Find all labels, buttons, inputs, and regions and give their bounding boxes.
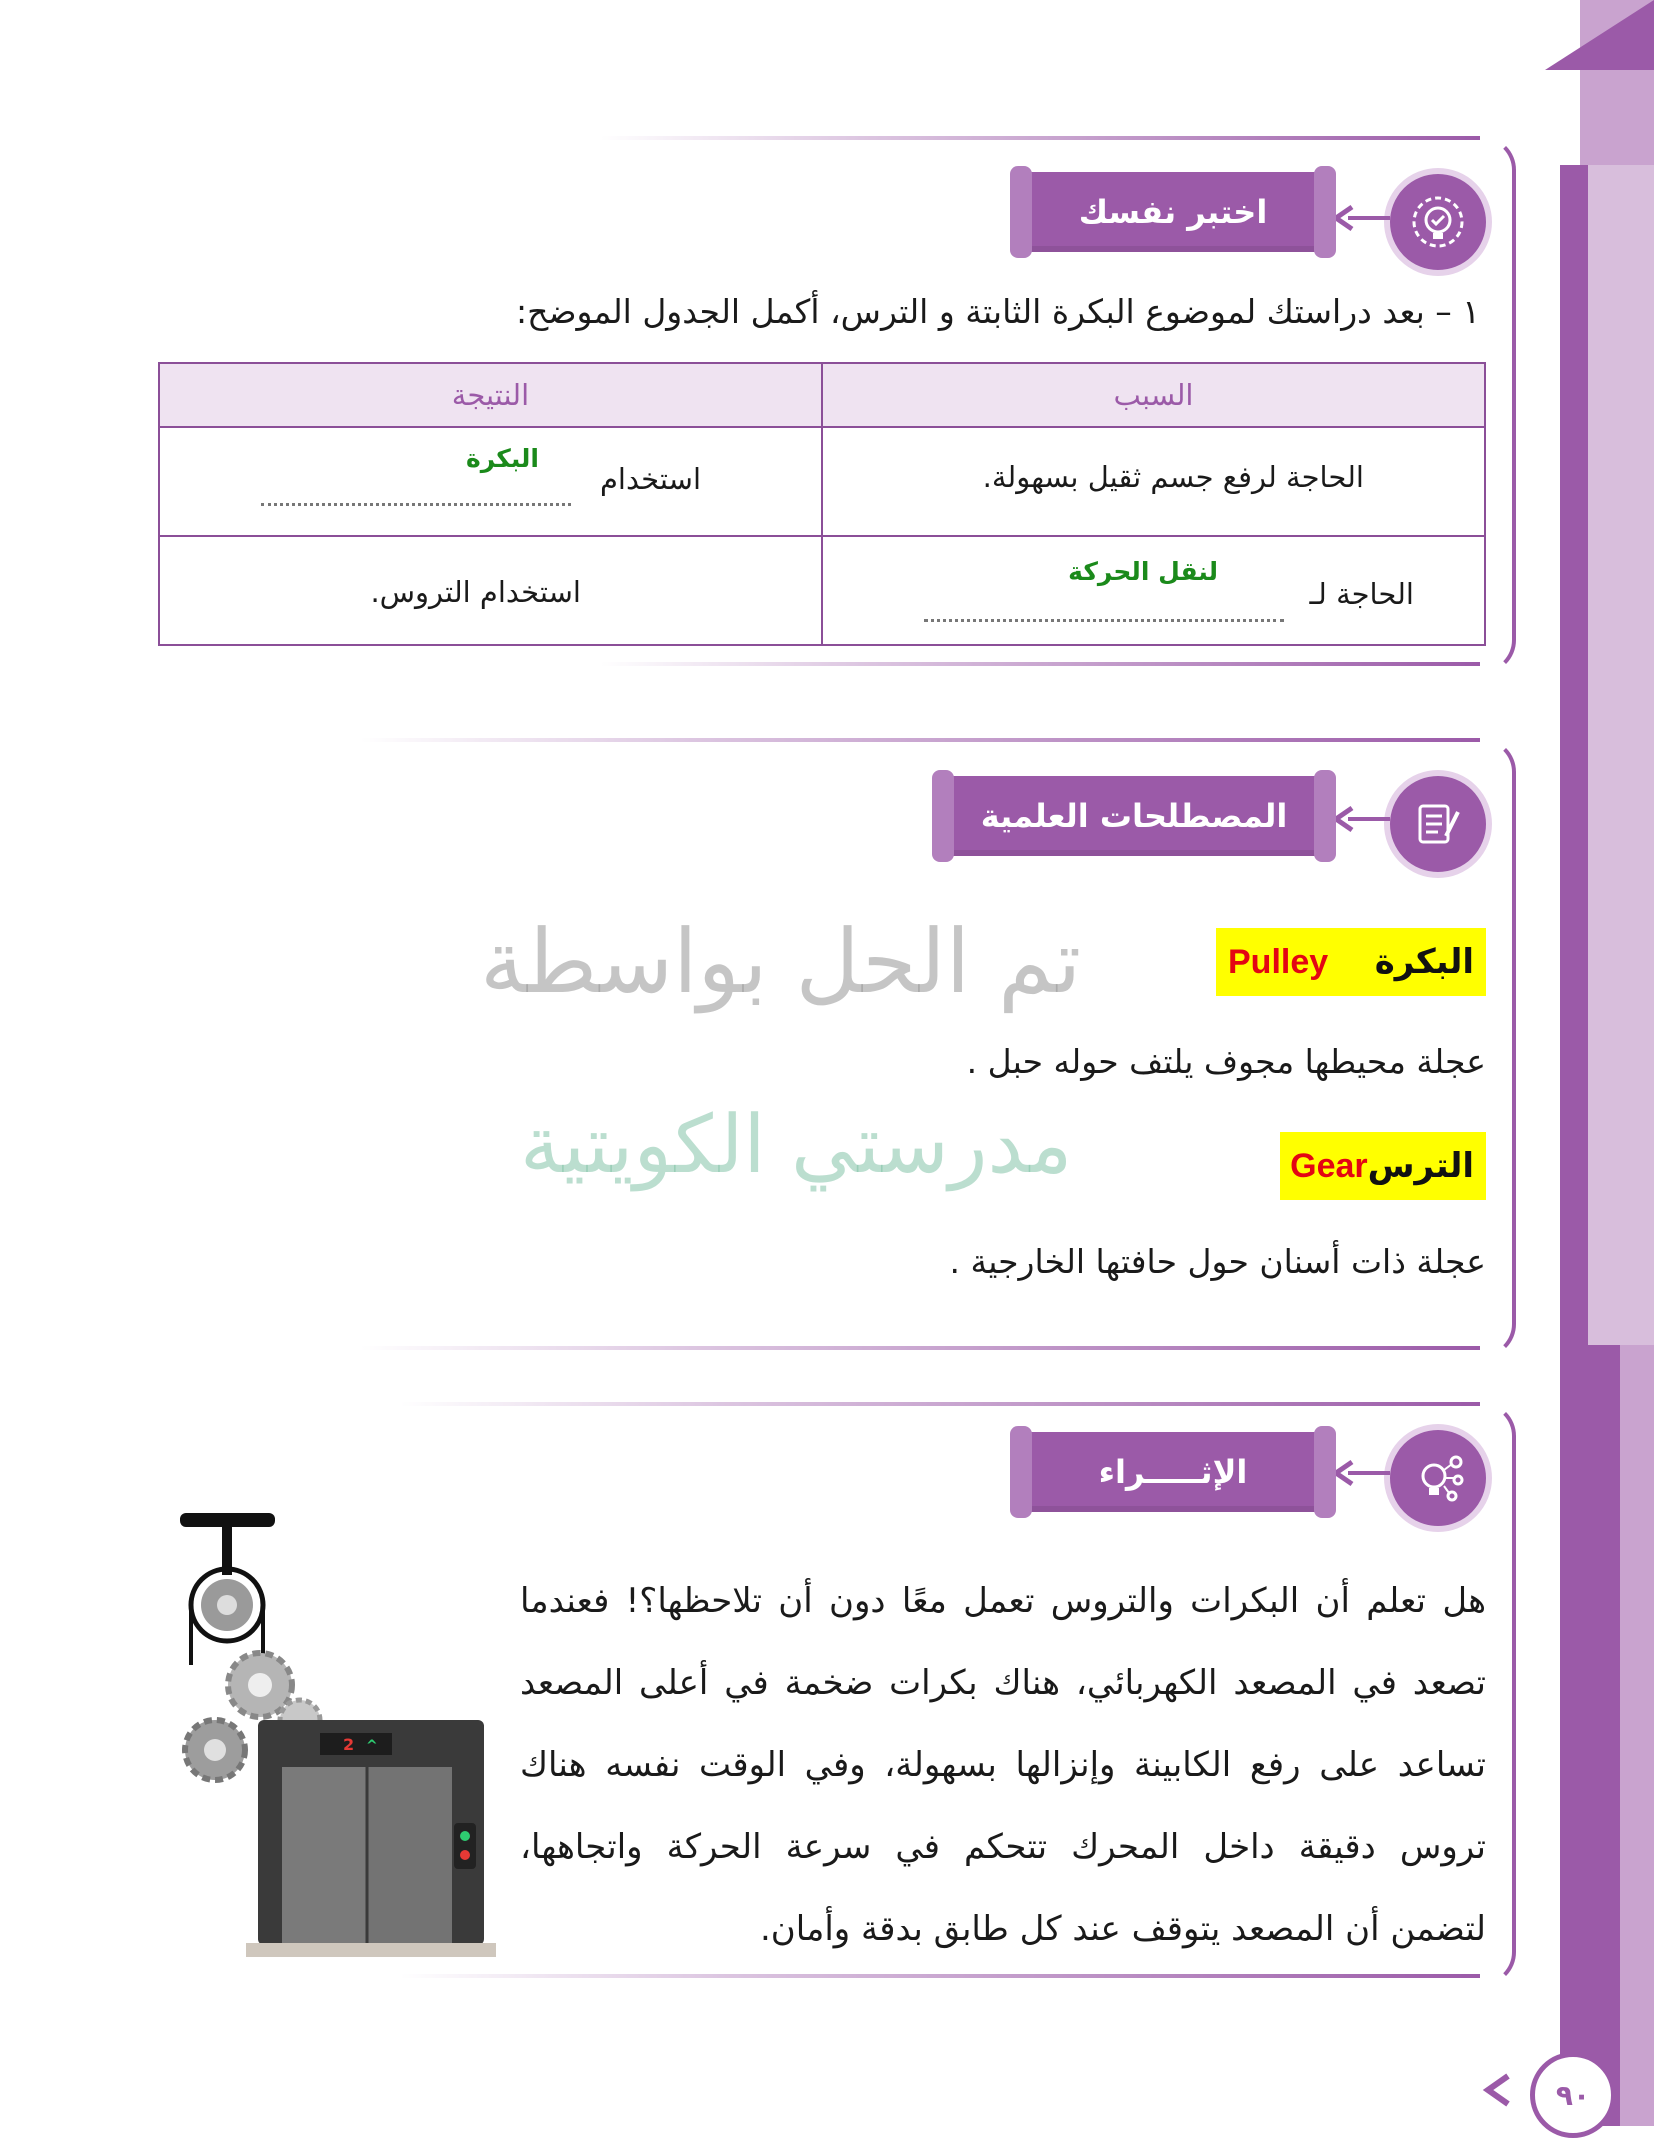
term-gear-definition: عجلة ذات أسنان حول حافتها الخارجية . — [949, 1242, 1486, 1281]
svg-text:^: ^ — [366, 1738, 378, 1754]
side-strip-light — [1588, 165, 1654, 1345]
section3-title-banner — [1020, 1432, 1326, 1512]
term-gear-english: Gear — [1290, 1146, 1368, 1185]
notebook-pen-icon — [1384, 770, 1492, 878]
arrow-left-icon — [1330, 804, 1390, 834]
pulley-gear-icon — [201, 1579, 253, 1631]
term-pulley-arabic: البكرة — [1374, 942, 1474, 982]
row2-result-text: استخدام التروس. — [370, 575, 581, 609]
row1-result — [159, 427, 822, 536]
section1-bottom-line — [600, 662, 1480, 666]
row1-cause-text: الحاجة لرفع جسم ثقيل بسهولة. — [982, 460, 1364, 494]
page-corner-fold — [1545, 0, 1654, 70]
row1-blank-line — [261, 503, 571, 506]
row2-cause-prefix: الحاجة لـ — [1309, 577, 1414, 611]
section3-bottom-line — [400, 1974, 1480, 1978]
section2-bottom-line — [360, 1346, 1480, 1350]
row1-cause — [822, 427, 1485, 536]
row2-answer: لنقل الحركة — [1068, 557, 1218, 586]
row2-result — [159, 536, 822, 645]
question-1: ١ – بعد دراستك لموضوع البكرة الثابتة و الترس، أكمل الجدول الموضح: — [516, 292, 1480, 331]
term-gear-highlight — [1280, 1132, 1486, 1200]
row1-result-prefix: استخدام — [599, 462, 701, 496]
row2-cause — [822, 536, 1485, 645]
watermark-line1: تم الحل بواسطة — [480, 910, 1082, 1013]
arrow-left-icon — [1330, 203, 1390, 233]
term-gear-arabic: الترس — [1367, 1146, 1474, 1186]
row1-answer: البكرة — [465, 444, 539, 473]
section2-title-banner — [942, 776, 1326, 856]
term-pulley-definition: عجلة محيطها مجوف يلتف حوله حبل . — [966, 1042, 1486, 1081]
section1-title: اختبر نفسك — [1078, 193, 1268, 231]
enrichment-paragraph: هل تعلم أن البكرات والتروس تعمل معًا دون أن تلاحظها؟! فعندما تصعد في المصعد الكهربائي، هناك بكرات ضخمة في أعلى المصعد تساعد على رفع الكابينة وإنزالها بسهولة، وفي الوقت نفسه هناك تروس دقيقة داخل المحرك تتحكم في سرعة الحركة واتجاهها، لتضمن أن المصعد يتوقف عند كل طابق بدقة وأمان. — [520, 1581, 1486, 1949]
page-number: ٩٠ — [1530, 2052, 1616, 2138]
section2-title: المصطلحات العلمية — [980, 797, 1288, 835]
header-result: النتيجة — [159, 363, 822, 427]
watermark-line2: مدرستي الكويتية — [520, 1098, 1073, 1191]
gear-lightbulb-icon — [1384, 168, 1492, 276]
elevator-illustration — [170, 1505, 500, 1965]
section1-title-banner — [1020, 172, 1326, 252]
page-arrow-icon — [1478, 2072, 1518, 2108]
cause-result-table — [158, 362, 1486, 646]
lightbulb-ideas-icon — [1384, 1424, 1492, 1532]
arrow-left-icon — [1330, 1458, 1390, 1488]
term-pulley-highlight — [1216, 928, 1486, 996]
section3-title: الإثـــــراء — [1098, 1453, 1248, 1491]
header-cause: السبب — [822, 363, 1485, 427]
svg-text:2: 2 — [343, 1735, 355, 1754]
row2-blank-line — [924, 619, 1284, 622]
term-pulley-english: Pulley — [1228, 942, 1329, 981]
